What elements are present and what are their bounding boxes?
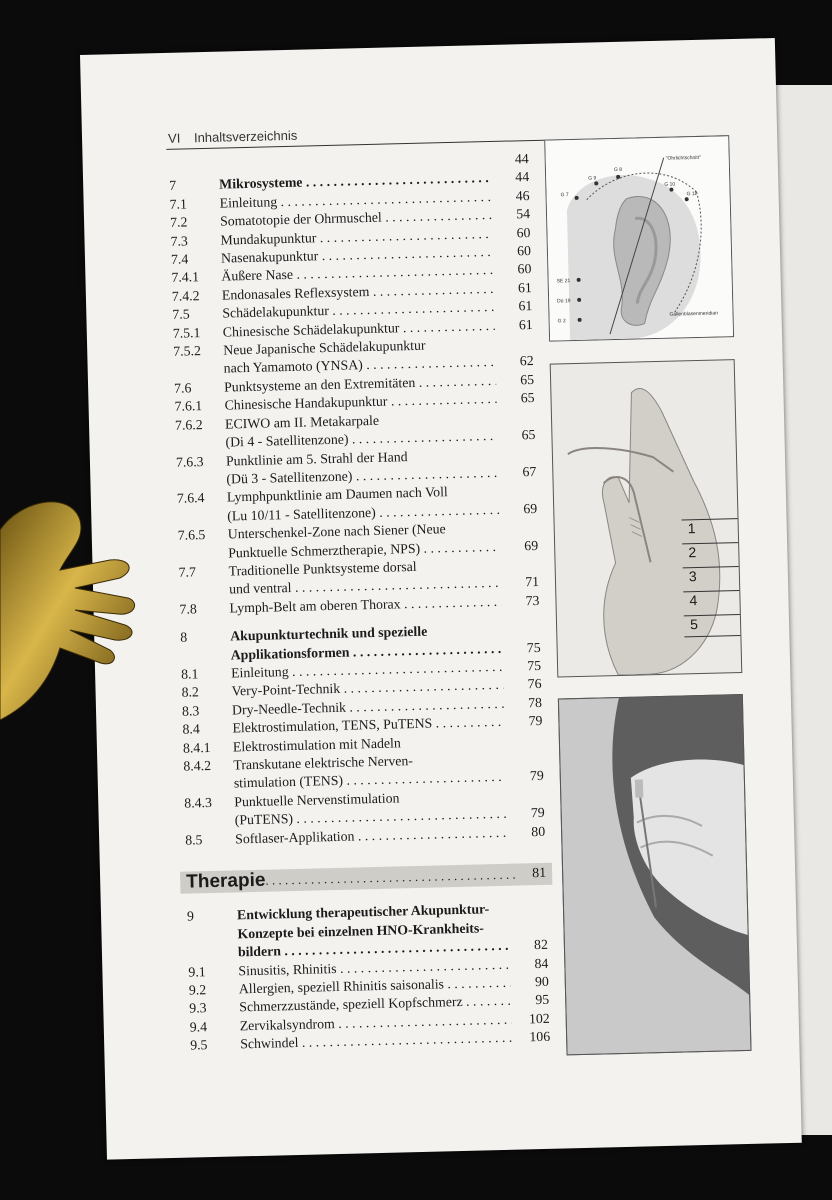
toc-entry-page: 60	[516, 224, 531, 241]
toc-entry-page: 69	[524, 537, 539, 553]
toc-entry-page: 65	[521, 427, 536, 443]
toc-entry-number: 8.4	[182, 721, 200, 737]
toc-entry-number: 7.6.4	[176, 490, 205, 507]
needle-photo	[558, 694, 752, 1055]
toc-section-9	[187, 899, 550, 1055]
header-page-number: VI	[167, 130, 181, 146]
hand-label-4: 4	[683, 590, 740, 613]
toc-entry-title: Sinusitis, Rhinitis . . .	[238, 955, 510, 980]
toc-entry-title: Somatotopie der Ohrmuschel . . .	[220, 206, 492, 231]
toc-entry-number: 7.3	[170, 233, 188, 249]
toc-entry-number: 7.6.2	[174, 416, 203, 433]
toc-entry-title: Neue Japanische Schädelakupunktur	[223, 337, 426, 358]
therapie-heading	[180, 863, 552, 894]
toc-entry-page: 80	[531, 823, 546, 839]
hand-label-2: 2	[682, 542, 739, 565]
toc-entry-title: Punktlinie am 5. Strahl der Hand	[225, 448, 408, 469]
toc-entry-number: 7.6.5	[177, 527, 206, 543]
toc-entry-title: Entwicklung therapeutischer Akupunktur-	[236, 901, 490, 923]
ear-label-0: "Ohrlichtschnitt"	[665, 154, 702, 162]
ear-label-3: G 7	[560, 192, 569, 199]
toc-entry-page: 75	[526, 639, 541, 655]
toc-entry-number: 7.8	[179, 601, 197, 617]
toc-entry-number: 7.6.3	[175, 453, 204, 470]
toc-entry-title: Traditionelle Punktsysteme dorsal	[228, 558, 417, 579]
hand-label-3: 3	[683, 566, 740, 589]
toc-entry-number: 7.6.1	[174, 398, 203, 415]
toc-entry-page: 75	[527, 657, 542, 674]
ear-figure	[544, 135, 734, 341]
therapie-page: 81	[531, 865, 547, 882]
toc-entry-page: 78	[527, 694, 543, 711]
toc-entry-title: (Lu 10/11 - Satellitenzone) . . .	[227, 501, 499, 526]
toc-entry-page: 65	[520, 371, 535, 388]
therapie-leader	[265, 866, 516, 891]
toc-entry-number: 9.3	[189, 1000, 207, 1017]
toc-entry-number: 7.7	[178, 564, 197, 580]
ear-label-6: SE 21	[556, 278, 571, 285]
toc-entry-title: Nasenakupunktur . . .	[221, 243, 493, 268]
toc-entry-number: 9.2	[188, 982, 207, 998]
toc-entry-title: (Di 4 - Satellitenzone) . . .	[225, 427, 497, 452]
ear-label-8: G 2	[557, 318, 566, 325]
toc-entry-number: 7.1	[169, 196, 188, 212]
toc-entry-title: Endonasales Reflexsystem . . .	[222, 280, 494, 305]
toc-entry-number: 7.4.2	[171, 287, 200, 304]
ear-label-4: G 10	[664, 181, 676, 188]
toc-entry-title: Punktuelle Nervenstimulation	[234, 790, 400, 810]
toc-entry-title: bildern . . .	[238, 937, 510, 962]
hand-label-5: 5	[684, 614, 741, 637]
ear-label-7: Dü 19	[557, 298, 571, 305]
toc-entry-page: 90	[534, 973, 549, 990]
toc-entry-title: Mikrosysteme . . .	[219, 169, 491, 194]
toc-entry-title: Chinesische Handakupunktur . . .	[224, 390, 496, 415]
toc-entry-title: Einleitung . . .	[219, 188, 491, 213]
toc-entry-title: Elektrostimulation, TENS, PuTENS . . .	[232, 713, 504, 738]
toc-entry-page: 46	[515, 187, 530, 204]
running-header	[168, 128, 298, 146]
toc-entry-title: Dry-Needle-Technik . . .	[232, 695, 504, 720]
toc-entry-number: 7.4	[170, 251, 189, 267]
toc-entry-number: 8.5	[185, 831, 203, 848]
toc-entry-page: 61	[518, 298, 533, 314]
toc-entry-number: 7.4.1	[171, 269, 200, 286]
ear-label-9: Gallenblasenmeridian	[669, 310, 718, 318]
toc-entry-title: Einleitung . . .	[231, 658, 503, 683]
toc-entry-page: 44	[515, 169, 530, 185]
toc-entry-page: 73	[525, 592, 540, 609]
toc-entry-title: Schwindel . . .	[240, 1029, 512, 1054]
ear-drawing	[545, 136, 733, 340]
toc-entry-number: 7.5.2	[173, 343, 202, 359]
toc-entry-title: Allergien, speziell Rhinitis saisonalis . . .	[239, 974, 511, 999]
toc-entry-page: 82	[533, 937, 549, 953]
toc-entry-page: 60	[516, 243, 532, 259]
toc-entry-page: 54	[516, 206, 531, 222]
toc-entry-number: 8.4.2	[183, 758, 212, 774]
toc-entry-title: Very-Point-Technik . . .	[231, 676, 503, 701]
toc-entry-title: Unterschenkel-Zone nach Siener (Neue	[227, 521, 446, 542]
toc-entry-title: Applikationsformen . . .	[230, 639, 502, 664]
toc-entry-number: 9.5	[190, 1037, 208, 1053]
toc-entry-page: 79	[528, 713, 543, 729]
toc-entry-number: 9.1	[188, 963, 206, 980]
toc-entry-page: 62	[519, 353, 534, 369]
toc-entry-title: Schmerzzustände, speziell Kopfschmerz . . .	[239, 992, 511, 1017]
toc-entry-title: (PuTENS) . . .	[235, 805, 507, 830]
toc-entry-number: 7.6	[173, 380, 192, 396]
hand-label-1: 1	[682, 518, 739, 541]
toc-entry-title: Konzepte bei einzelnen HNO-Krankheits-	[237, 920, 485, 942]
toc-entry-page: 79	[529, 768, 544, 784]
table-of-contents	[169, 150, 551, 1055]
toc-entry-page: 60	[517, 261, 532, 277]
toc-entry-title: Punktsysteme an den Extremitäten . . .	[224, 372, 496, 397]
therapie-title: Therapie	[185, 869, 266, 893]
toc-entry-page: 71	[525, 574, 540, 590]
toc-entry-number: 9	[186, 908, 195, 925]
toc-entry-title: ECIWO am II. Metakarpale	[224, 412, 380, 432]
toc-entry-number: 8.4.3	[184, 794, 213, 811]
toc-entry-title: Transkutane elektrische Nerven-	[233, 753, 414, 773]
toc-entry-title: Chinesische Schädelakupunktur . . .	[223, 317, 495, 342]
toc-entry-number: 8.1	[180, 666, 199, 682]
brass-hand-bookholder	[0, 490, 140, 730]
toc-entry-title: Lymph-Belt am oberen Thorax . . .	[229, 593, 501, 618]
toc-entry-title: Softlaser-Applikation . . .	[235, 823, 507, 848]
toc-entry-title: Punktuelle Schmerztherapie, NPS) . . .	[228, 537, 500, 562]
toc-entry-page: 61	[517, 279, 532, 296]
toc-entry-page: 44	[514, 151, 529, 167]
toc-entry-title: stimulation (TENS) . . .	[234, 768, 506, 793]
toc-entry-number: 9.4	[189, 1019, 208, 1035]
toc-entry-page: 102	[528, 1010, 550, 1027]
toc-entry-page: 69	[523, 500, 538, 517]
toc-entry-page: 79	[530, 805, 545, 821]
toc-entry-number: 7.5.1	[172, 324, 201, 341]
toc-section-7-8	[169, 150, 546, 850]
toc-entry-title: Äußere Nase . . .	[221, 261, 493, 286]
book-page	[80, 38, 802, 1160]
needle-photo-drawing	[559, 695, 751, 1054]
toc-entry-title: (Dü 3 - Satellitenzone) . . .	[226, 464, 498, 489]
toc-entry-page: 61	[518, 316, 533, 333]
toc-entry-title: Lymphpunktlinie am Daumen nach Voll	[226, 484, 448, 505]
toc-entry-title: Akupunkturtechnik und spezielle	[230, 623, 428, 644]
toc-entry-number: 8.4.1	[182, 739, 211, 756]
toc-entry-page: 95	[535, 992, 550, 1008]
toc-entry-number: 7.2	[169, 214, 188, 231]
toc-entry-number: 8.2	[181, 684, 200, 701]
toc-entry-number: 8.3	[181, 703, 200, 719]
toc-entry-number: 7.5	[172, 306, 190, 323]
toc-entry-title: und ventral . . .	[229, 574, 501, 599]
toc-entry-title: Zervikalsyndrom . . .	[240, 1011, 512, 1036]
toc-entry-number: 8	[180, 629, 188, 645]
hand-figure	[550, 359, 743, 677]
toc-entry-page: 67	[522, 463, 537, 480]
header-title: Inhaltsverzeichnis	[193, 127, 298, 146]
toc-entry-page: 84	[534, 955, 549, 971]
toc-entry-page: 106	[529, 1029, 551, 1045]
ear-label-1: G 8	[613, 166, 623, 173]
ear-label-2: G 9	[588, 175, 597, 182]
ear-label-5: G 11	[686, 190, 698, 198]
toc-entry-page: 76	[527, 676, 542, 692]
toc-entry-title: Elektrostimulation mit Nadeln	[232, 734, 401, 755]
toc-entry-title: Schädelakupunktur . . .	[222, 298, 494, 323]
toc-entry-number: 7	[169, 178, 177, 194]
toc-entry-page: 65	[520, 390, 535, 406]
toc-entry-title: nach Yamamoto (YNSA) . . .	[223, 353, 495, 378]
toc-entry-title: Mundakupunktur . . .	[220, 225, 492, 250]
